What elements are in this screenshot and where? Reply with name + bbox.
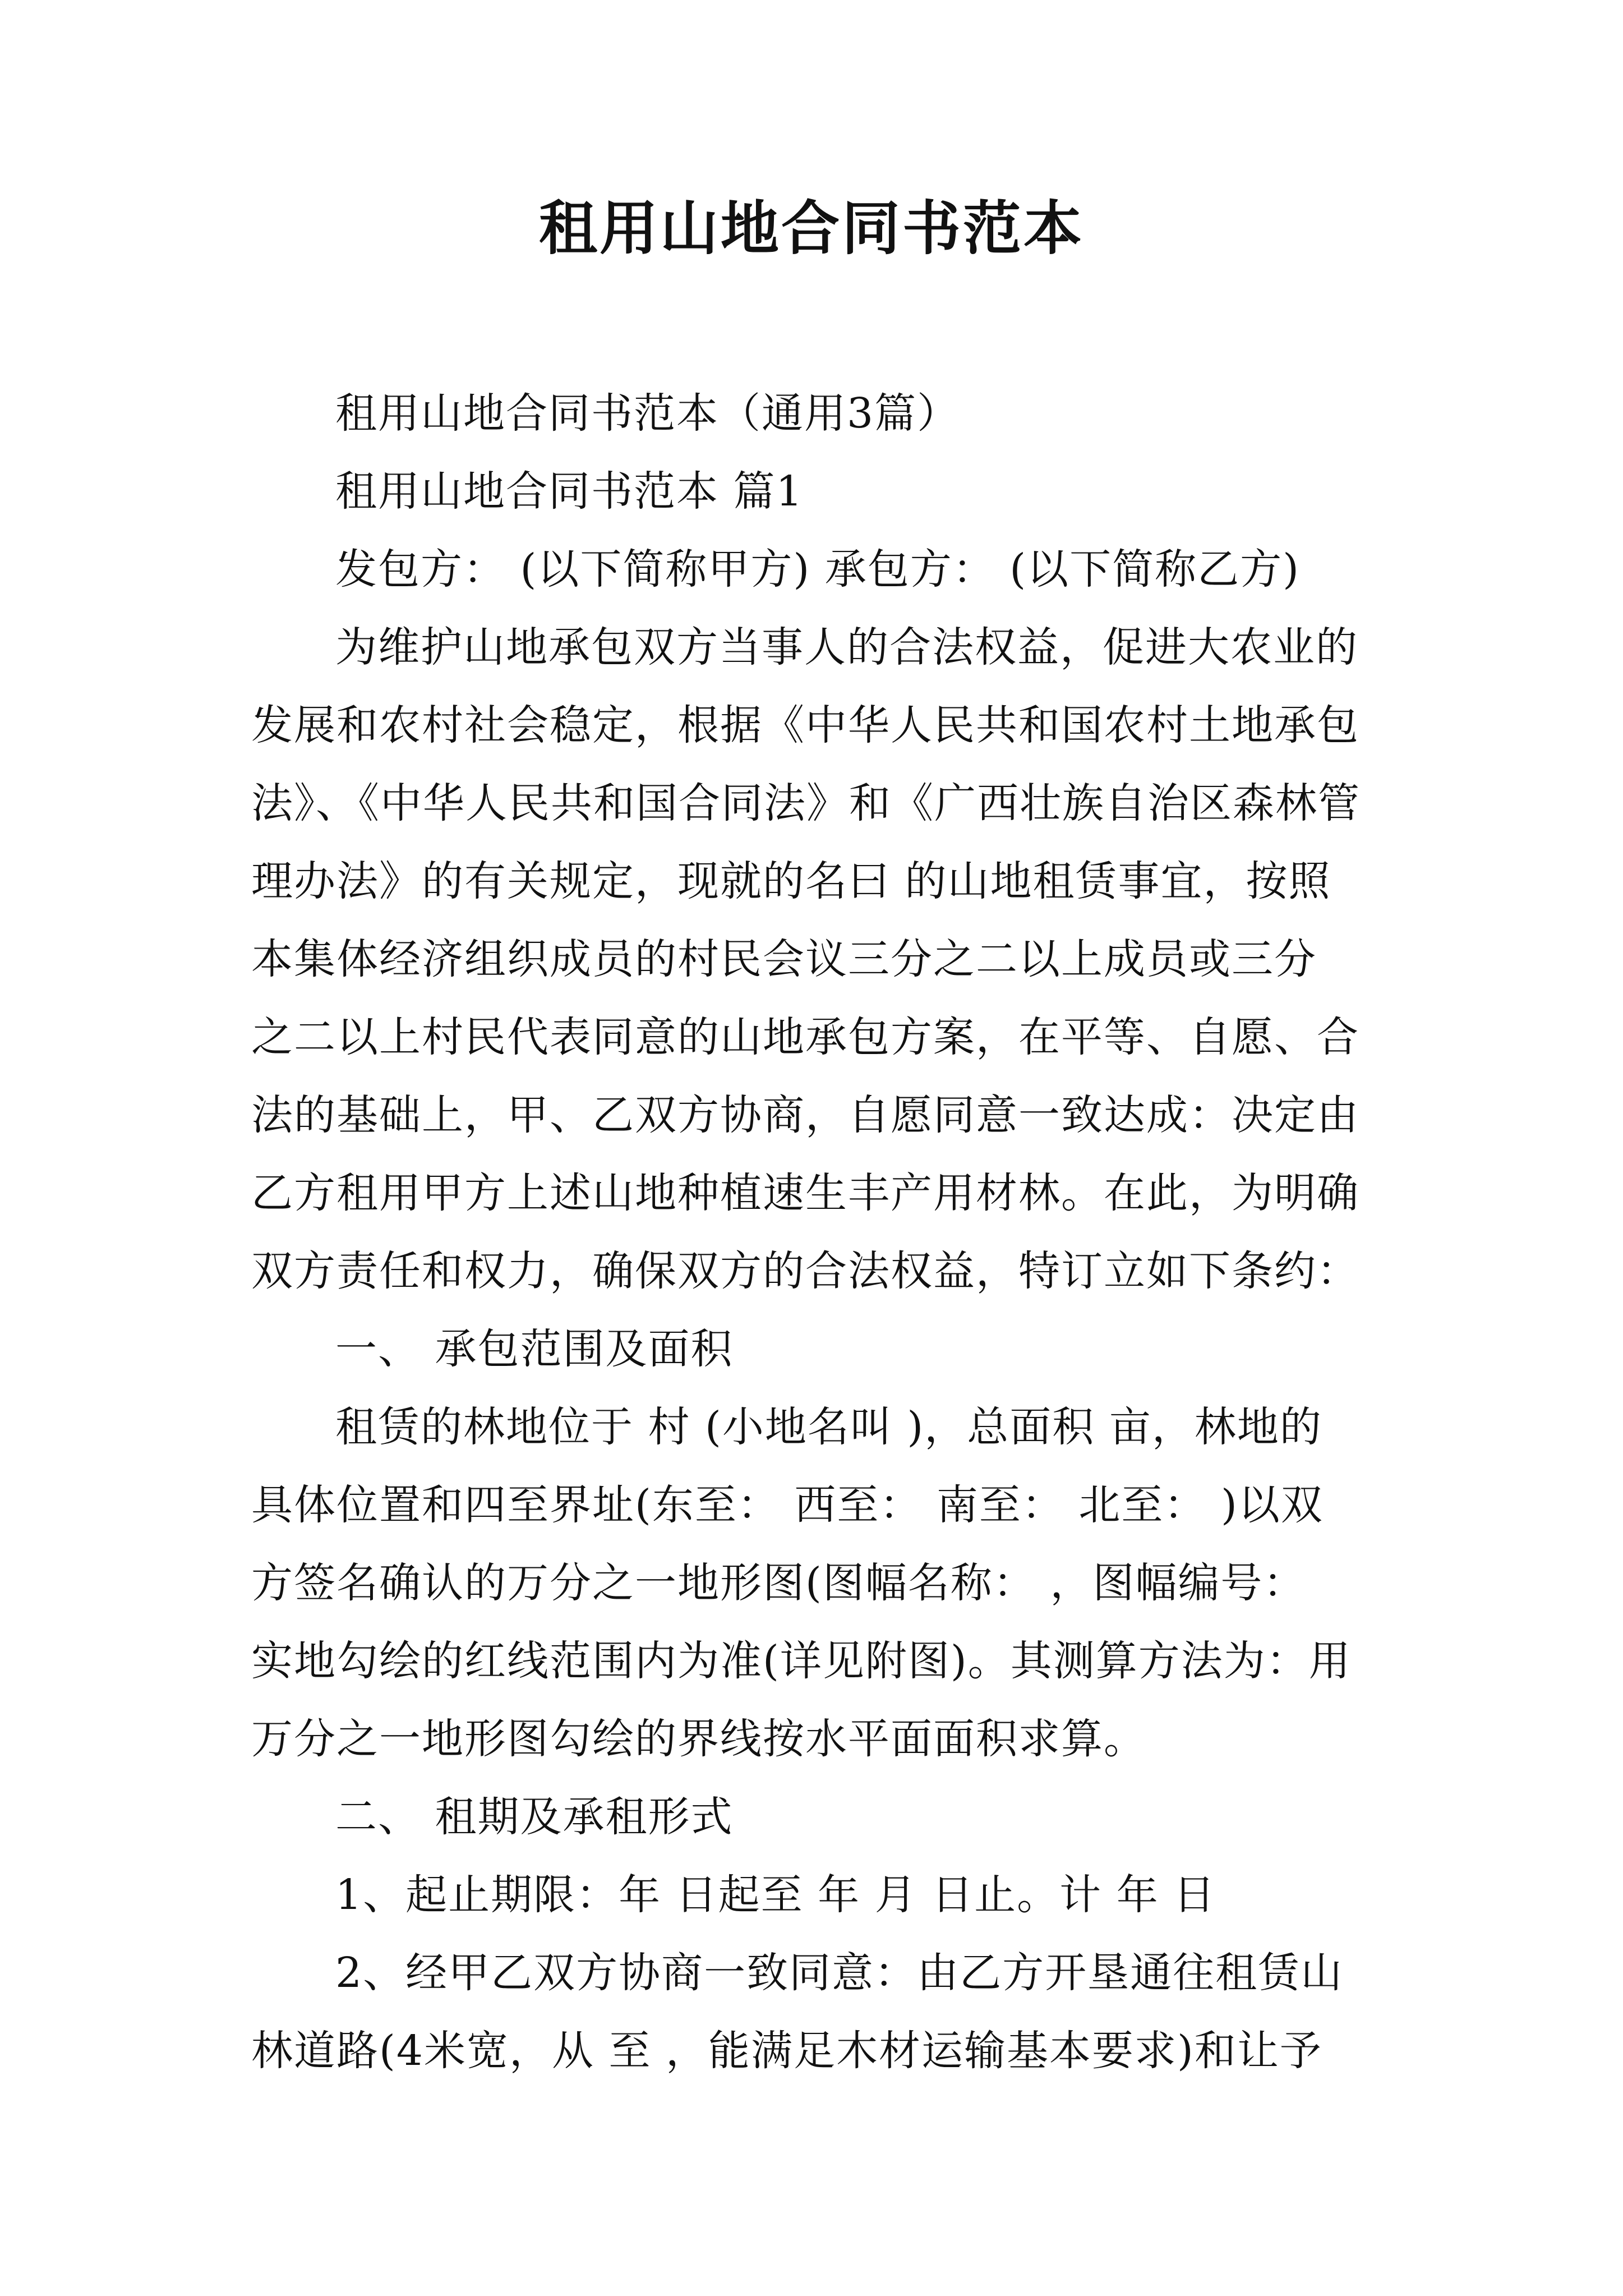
text-line: 租用山地合同书范本（通用3篇）	[335, 389, 960, 438]
text-line: 万分之一地形图勾绘的界线按水平面面积求算。	[251, 1715, 1146, 1763]
text-line: 法的基础上，甲、乙双方协商，自愿同意一致达成：决定由	[251, 1091, 1359, 1139]
text-line: 二、 租期及承租形式	[335, 1793, 734, 1841]
text-line: 本集体经济组织成员的村民会议三分之二以上成员或三分	[251, 935, 1317, 983]
text-line: 租赁的林地位于 村 (小地名叫 )，总面积 亩，林地的	[335, 1403, 1322, 1451]
text-line: 林道路(4米宽，从 至 ，能满足木材运输基本要求)和让予	[251, 2027, 1322, 2075]
text-line: 2、经甲乙双方协商一致同意：由乙方开垦通往租赁山	[335, 1949, 1344, 1997]
text-line: 具体位置和四至界址(东至： 西至： 南至： 北至： )以双	[251, 1481, 1324, 1529]
text-line: 一、 承包范围及面积	[335, 1325, 734, 1373]
text-line: 双方责任和权力，确保双方的合法权益，特订立如下条约：	[251, 1247, 1359, 1295]
text-line: 之二以上村民代表同意的山地承包方案，在平等、自愿、合	[251, 1013, 1359, 1061]
text-line: 方签名确认的万分之一地形图(图幅名称： ，图幅编号：	[251, 1559, 1306, 1607]
document-title: 租用山地合同书范本	[538, 194, 1084, 263]
text-line: 理办法》的有关规定，现就的名曰 的山地租赁事宜，按照	[251, 857, 1331, 905]
text-line: 租用山地合同书范本 篇1	[335, 467, 804, 516]
text-line: 发展和农村社会稳定，根据《中华人民共和国农村土地承包	[251, 701, 1359, 749]
text-line: 法》、《中华人民共和国合同法》和《广西壮族自治区森林管	[251, 779, 1361, 827]
text-line: 1、起止期限：年 日起至 年 月 日止。计 年 日	[335, 1871, 1216, 1919]
text-line: 发包方： (以下简称甲方) 承包方： (以下简称乙方)	[335, 545, 1301, 593]
text-line: 乙方租用甲方上述山地种植速生丰产用材林。在此，为明确	[251, 1169, 1359, 1217]
text-line: 实地勾绘的红线范围内为准(详见附图)。其测算方法为：用	[251, 1637, 1352, 1685]
document-body	[251, 375, 1395, 2090]
text-line: 为维护山地承包双方当事人的合法权益，促进大农业的	[335, 623, 1358, 671]
